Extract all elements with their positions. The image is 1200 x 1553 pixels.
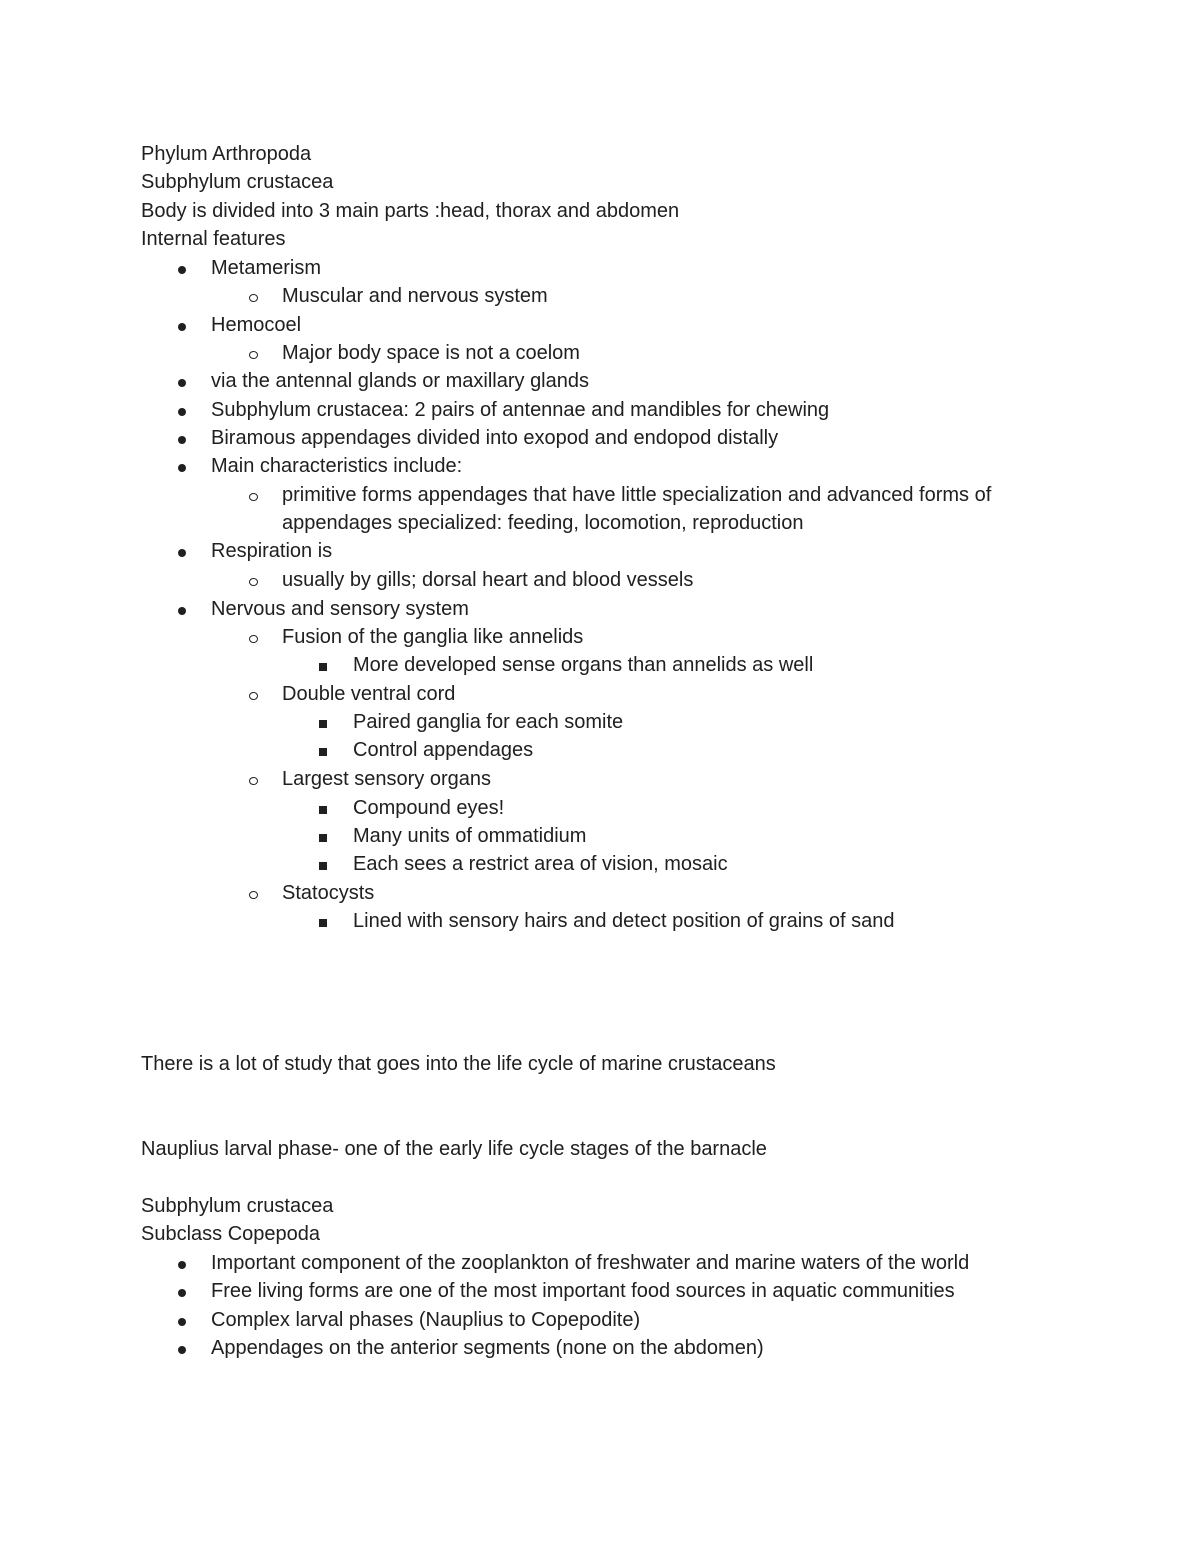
nauplius-paragraph: Nauplius larval phase- one of the early life cycle stages of the barnacle xyxy=(141,1138,767,1160)
square-bullet-icon xyxy=(319,663,327,671)
list-item-gills: usually by gills; dorsal heart and blood vessels xyxy=(282,569,694,591)
list-item-sense-organs: More developed sense organs than annelids as well xyxy=(353,654,814,676)
list-item-glands: via the antennal glands or maxillary glands xyxy=(211,370,589,392)
disc-bullet-icon xyxy=(178,549,186,557)
list-item-mosaic: Each sees a restrict area of vision, mosaic xyxy=(353,853,728,875)
list-item-primitive-forms: primitive forms appendages that have little specialization and advanced forms of xyxy=(282,484,992,506)
disc-bullet-icon xyxy=(178,1318,186,1326)
list-item-compound-eyes: Compound eyes! xyxy=(353,797,505,819)
circle-bullet-icon xyxy=(249,578,258,586)
disc-bullet-icon xyxy=(178,379,186,387)
disc-bullet-icon xyxy=(178,323,186,331)
list-item-fusion: Fusion of the ganglia like annelids xyxy=(282,626,584,648)
study-paragraph: There is a lot of study that goes into the life cycle of marine crustaceans xyxy=(141,1053,776,1075)
square-bullet-icon xyxy=(319,748,327,756)
square-bullet-icon xyxy=(319,919,327,927)
list-item-appendages: Appendages on the anterior segments (none on the abdomen) xyxy=(211,1337,764,1359)
circle-bullet-icon xyxy=(249,777,258,785)
list-item-characteristics: Main characteristics include: xyxy=(211,455,463,477)
disc-bullet-icon xyxy=(178,436,186,444)
phylum-heading: Phylum Arthropoda xyxy=(141,143,312,165)
list-item-ommatidium: Many units of ommatidium xyxy=(353,825,587,847)
list-item-food-sources: Free living forms are one of the most important food sources in aquatic communities xyxy=(211,1280,955,1302)
body-parts-text: Body is divided into 3 main parts :head, thorax and abdomen xyxy=(141,200,680,222)
list-item-antennae: Subphylum crustacea: 2 pairs of antennae and mandibles for chewing xyxy=(211,399,830,421)
circle-bullet-icon xyxy=(249,891,258,899)
circle-bullet-icon xyxy=(249,692,258,700)
list-item-zooplankton: Important component of the zooplankton of freshwater and marine waters of the world xyxy=(211,1252,970,1274)
disc-bullet-icon xyxy=(178,607,186,615)
square-bullet-icon xyxy=(319,720,327,728)
list-item-sensory-hairs: Lined with sensory hairs and detect position of grains of sand xyxy=(353,910,895,932)
circle-bullet-icon xyxy=(249,351,258,359)
disc-bullet-icon xyxy=(178,1346,186,1354)
list-item-control-appendages: Control appendages xyxy=(353,739,534,761)
subphylum-heading-2: Subphylum crustacea xyxy=(141,1195,334,1217)
list-item-largest-sensory: Largest sensory organs xyxy=(282,768,492,790)
list-item-respiration: Respiration is xyxy=(211,540,333,562)
disc-bullet-icon xyxy=(178,464,186,472)
circle-bullet-icon xyxy=(249,635,258,643)
list-item-hemocoel: Hemocoel xyxy=(211,314,302,336)
circle-bullet-icon xyxy=(249,493,258,501)
list-item-biramous: Biramous appendages divided into exopod and endopod distally xyxy=(211,427,779,449)
subclass-heading: Subclass Copepoda xyxy=(141,1223,321,1245)
list-item-metamerism: Metamerism xyxy=(211,257,322,279)
internal-features-heading: Internal features xyxy=(141,228,286,250)
list-item-ventral-cord: Double ventral cord xyxy=(282,683,456,705)
disc-bullet-icon xyxy=(178,266,186,274)
square-bullet-icon xyxy=(319,806,327,814)
list-item-primitive-forms-cont: appendages specialized: feeding, locomotion, reproduction xyxy=(282,512,804,534)
disc-bullet-icon xyxy=(178,1289,186,1297)
disc-bullet-icon xyxy=(178,1261,186,1269)
circle-bullet-icon xyxy=(249,294,258,302)
list-item-body-space: Major body space is not a coelom xyxy=(282,342,580,364)
list-item-nervous: Nervous and sensory system xyxy=(211,598,469,620)
disc-bullet-icon xyxy=(178,408,186,416)
square-bullet-icon xyxy=(319,834,327,842)
subphylum-heading: Subphylum crustacea xyxy=(141,171,334,193)
list-item-larval-phases: Complex larval phases (Nauplius to Copepodite) xyxy=(211,1309,641,1331)
list-item-statocysts: Statocysts xyxy=(282,882,375,904)
list-item-muscular: Muscular and nervous system xyxy=(282,285,548,307)
list-item-paired-ganglia: Paired ganglia for each somite xyxy=(353,711,624,733)
square-bullet-icon xyxy=(319,862,327,870)
